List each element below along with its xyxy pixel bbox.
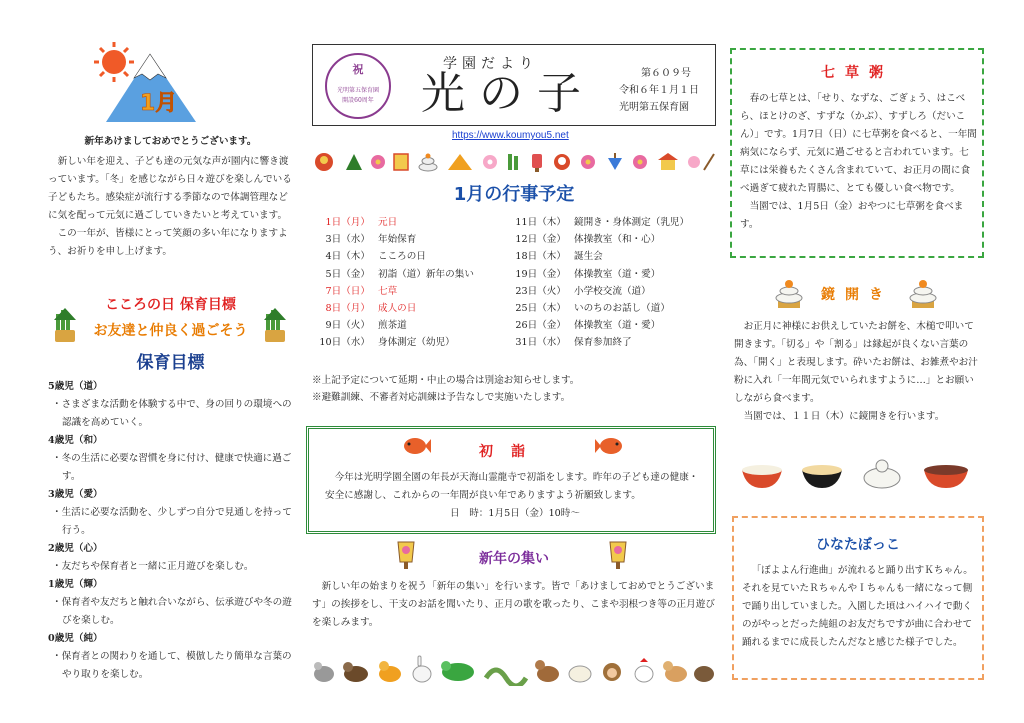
event-name: こころの日 (378, 251, 426, 263)
top-icon (608, 153, 622, 170)
sheep-icon (569, 666, 591, 682)
seal-top-text: 祝 (352, 63, 364, 76)
kadomatsu-icon (262, 304, 288, 344)
event-row (512, 266, 716, 283)
nanakusa-paragraph: 春の七草とは、「せり、なずな、ごぎょう、はこべら、ほとけのざ、すずな（かぶ）、すずしろ（だいこん）」です。1月7日（日）に七草粥を食べると、一年間病気にならず、元気に過ごせると言われています。七草には栄養もたくさん含まれていて、お正月の間に食べ過ぎて疲れた胃腸に、とても優しい食べ物です。 (740, 93, 977, 194)
event-row (316, 231, 512, 248)
hinatabokko-title: ひなたぼっこ (816, 537, 900, 553)
event-date: 8日（月） (325, 302, 370, 314)
tiger-icon (379, 661, 401, 682)
gathering-text: 新しい年の始まりを祝う「新年の集い」を行います。皆で「あけましておめでとうございます」の挨拶をし、干支のお話を聞いたり、正月の歌を歌ったり、こまや羽根つき等の正月遊びを楽しみます。 (312, 581, 715, 628)
event-name: 小学校交流（道） (574, 285, 651, 297)
zoni-bowl-icon (742, 465, 782, 488)
kagamimochi-icon (419, 154, 437, 172)
rat-icon (314, 662, 334, 682)
event-date: 23日（火） (515, 285, 566, 297)
daruma-icon (554, 154, 570, 170)
event-row (316, 214, 512, 231)
event-date: 5日（金） (325, 268, 370, 280)
schedule-note: ※上記予定について延期・中止の場合は別途お知らせします。 (312, 375, 580, 386)
rabbit-icon (413, 656, 431, 682)
goal-item (48, 378, 293, 432)
goal-age: 2歳児（心） (48, 543, 103, 554)
event-date: 7日（日） (325, 285, 370, 297)
goals-list (48, 378, 293, 684)
event-date: 10日（水） (319, 337, 370, 349)
website-link[interactable]: https://www.koumyou5.net (452, 130, 569, 141)
goal-text: ・さまざまな活動を体験する中で、身の回りの環境への認識を高めていく。 (52, 399, 292, 428)
event-row (512, 248, 716, 265)
issue-info (619, 65, 699, 116)
event-name: 身体測定（幼児） (378, 337, 455, 349)
event-name: 鏡開き・身体測定（乳児） (574, 217, 690, 228)
event-row (316, 317, 512, 334)
sun-icon (94, 42, 134, 82)
event-date: 12日（金） (515, 234, 566, 246)
ume-icon (581, 155, 595, 169)
gathering-title: 新年の集い (479, 551, 549, 567)
ume-icon (371, 155, 385, 169)
shiruko-bowl-icon (924, 465, 968, 488)
event-name: 保育参加終了 (574, 337, 632, 349)
goal-age: 0歳児（純） (48, 633, 103, 644)
goal-text: ・保育者や友だちと触れ合いながら、伝承遊びや冬の遊びを楽しむ。 (52, 597, 292, 626)
new-year-greeting (48, 133, 293, 261)
events-column-left (316, 214, 512, 352)
kokoro-day-heading: こころの日 保育目標 (105, 297, 236, 313)
goal-text: ・保育者との関わりを通して、模倣したり簡単な言葉のやり取りを楽しむ。 (52, 651, 292, 680)
event-row (512, 214, 716, 231)
new-year-decoration-row (312, 150, 716, 174)
event-name: 初詣（道）新年の集い (378, 268, 474, 280)
hinatabokko-box (732, 516, 984, 680)
goals-section-title: 保育目標 (136, 353, 205, 373)
event-name: いのちのお話し（道） (574, 302, 670, 314)
publisher-name: 光明第五保育園 (619, 102, 689, 113)
event-name: 体操教室（道・愛） (574, 268, 661, 280)
rooster-icon (635, 658, 653, 682)
goal-item (48, 630, 293, 684)
kadomatsu-icon (52, 304, 78, 344)
seal-line1: 光明第五保育園 (336, 87, 379, 94)
event-name: 煎茶道 (378, 320, 407, 332)
hatsumode-text (325, 469, 705, 523)
goals-heading (48, 294, 293, 373)
event-date: 25日（木） (515, 302, 566, 314)
event-date: 9日（火） (325, 320, 370, 332)
kagami-paragraph: 当園では、１１日（木）に鏡開きを行います。 (743, 411, 945, 422)
event-date: 19日（金） (515, 268, 566, 280)
goal-age: 1歳児（輝） (48, 579, 103, 590)
schedule-notes (312, 372, 716, 406)
event-name: 七草 (378, 285, 398, 297)
nanakusa-paragraph: 当園では、1月5日（金）おやつに七草粥を食べます。 (740, 201, 964, 230)
hinatabokko-text: 「ぼよよん行進曲」が流れると踊り出すＫちゃん。それを見ていたＲちゃんやＩちゃんも一緒になって側で踊り出していました。入園した頃はハイハイで動くのがやっとだった純組のお友だちですが曲に合わせて踊れるまでに成長したんだなと感じた様子でした。 (742, 565, 973, 648)
dog-icon (663, 661, 687, 682)
issue-number: 第６０９号 (641, 68, 691, 79)
goal-text: ・生活に必要な活動を、少しずつ自分で見通しを持って行う。 (52, 507, 292, 536)
zodiac-animals-row (306, 652, 716, 686)
hatsumode-title: 初詣 (479, 444, 543, 460)
shrine-icon (658, 153, 678, 170)
event-row (512, 317, 716, 334)
ume-icon (483, 155, 497, 169)
goal-age: 4歳児（和） (48, 435, 103, 446)
greeting-paragraph: 新しい年を迎え、子ども達の元気な声が園内に響き渡っています。「冬」を感じながら日々遊びを楽しんでいる子どもたち。感染症が流行する季節なので体調管理などに気を配って元気に過ごしていきたいと考えています。 (48, 156, 292, 221)
event-date: 31日（水） (515, 337, 566, 349)
kagami-text (734, 318, 980, 426)
event-date: 1日（月） (325, 217, 370, 228)
greeting-heading: 新年あけましておめでとうございます。 (84, 136, 257, 147)
nanakusa-box (730, 48, 984, 258)
event-row (316, 248, 512, 265)
kite-icon (394, 154, 408, 170)
ox-icon (343, 662, 368, 682)
kagami-paragraph: お正月に神様にお供えしていたお餅を、木槌で叩いて開きます。「切る」や「割る」は縁起が良くない言葉の為、「開く」と表現します。砕いたお餅は、お雑煮やお汁粉に入れ「一年間元気でいられますように…」とお願いしながら食べます。 (734, 321, 978, 404)
nanakusa-title: 七草粥 (821, 65, 893, 81)
events-title: 1月の行事予定 (453, 184, 575, 205)
anniversary-seal (325, 53, 391, 119)
event-date: 26日（金） (515, 320, 566, 332)
horse-icon (535, 660, 559, 682)
event-date: 4日（木） (325, 251, 370, 263)
event-row (316, 334, 512, 351)
newsletter-subtitle: 学園だより (443, 56, 538, 72)
event-row (512, 283, 716, 300)
month-badge-illustration (92, 40, 202, 130)
noodle-bowl-icon (802, 465, 842, 488)
boar-icon (694, 666, 714, 682)
event-date: 11日（木） (515, 217, 566, 228)
hatsumode-schedule: 日 時：1月5日（金）10時～ (450, 508, 580, 519)
issue-date: 令和６年１月１日 (619, 85, 699, 96)
event-row (316, 283, 512, 300)
kokoro-day-goal: お友達と仲良く過ごそう (93, 323, 248, 339)
monkey-icon (603, 663, 621, 681)
bamboo-icon (508, 154, 518, 170)
event-date: 3日（水） (325, 234, 370, 246)
event-name: 体操教室（和・心） (574, 234, 661, 246)
event-name: 年始保育 (378, 234, 417, 246)
hatsumode-box (306, 426, 716, 534)
goal-age: 3歳児（愛） (48, 489, 103, 500)
event-name: 誕生会 (574, 251, 603, 263)
seal-line2: 開設60周年 (342, 97, 374, 104)
ume-icon (633, 155, 647, 169)
new-year-food-row (738, 452, 978, 492)
kagami-title: 鏡開き (821, 287, 893, 303)
matsu-icon (346, 154, 362, 170)
event-row (512, 231, 716, 248)
dragon-icon (441, 661, 474, 681)
event-row (512, 334, 716, 351)
goal-item (48, 576, 293, 630)
hatsumode-description: 今年は光明学園全園の年長が天海山霊龍寺で初詣をします。昨年の子ども達の健康・安全に感謝し、これからの一年間が良い年でありますよう祈願致します。 (325, 472, 699, 501)
goal-item (48, 486, 293, 540)
snake-icon (486, 670, 526, 686)
goal-text: ・冬の生活に必要な習慣を身に付け、健康で快適に過ごす。 (52, 453, 292, 482)
goal-text: ・友だちや保育者と一緒に正月遊びを楽しむ。 (52, 561, 254, 572)
event-row (316, 300, 512, 317)
event-name: 元日 (378, 217, 398, 228)
event-date: 18日（木） (515, 251, 566, 263)
event-row (512, 300, 716, 317)
greeting-paragraph: この一年が、皆様にとって笑顔の多い年になりますよう、お祈りを申し上げます。 (48, 228, 288, 257)
schedule-note: ※避難訓練、不審者対応訓練は予告なしで実施いたします。 (312, 392, 571, 403)
event-name: 体操教室（道・愛） (574, 320, 661, 332)
event-name: 成人の日 (378, 302, 417, 314)
hagoita-icon (532, 154, 542, 172)
shishimai-icon (315, 153, 333, 171)
arrow-icon (704, 154, 714, 170)
goal-item (48, 432, 293, 486)
mochi-icon (864, 460, 900, 488)
events-column-right (512, 214, 716, 352)
nanakusa-text (740, 90, 978, 234)
ume-icon (688, 156, 700, 168)
fan-icon (448, 154, 472, 170)
goal-age: 5歳児（道） (48, 381, 103, 392)
goal-item (48, 540, 293, 576)
newsletter-title: 光の子 (421, 68, 595, 119)
event-row (316, 266, 512, 283)
newsletter-masthead (312, 44, 716, 126)
month-badge-text: 1月 (140, 91, 178, 116)
